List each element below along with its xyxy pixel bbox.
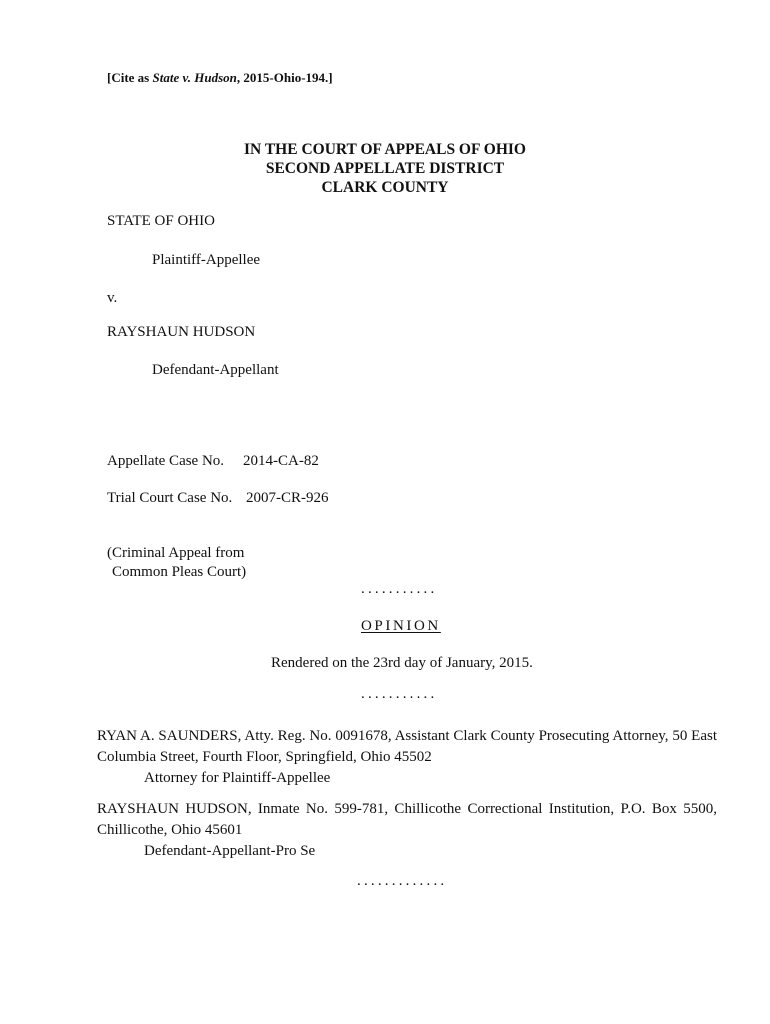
- separator-dots: .............: [357, 873, 448, 889]
- court-district: SECOND APPELLATE DISTRICT: [265, 160, 505, 177]
- counsel-defendant-role: Defendant-Appellant-Pro Se: [144, 843, 316, 859]
- versus: v.: [107, 290, 118, 306]
- counsel-defendant: [97, 799, 717, 862]
- plaintiff-role: Plaintiff-Appellee: [152, 252, 261, 268]
- appeal-from-line2: Common Pleas Court): [112, 564, 247, 580]
- opinion-heading: OPINION: [361, 618, 441, 634]
- counsel-plaintiff: [97, 726, 717, 789]
- citation-suffix: , 2015-Ohio-194.]: [236, 70, 333, 85]
- appeal-from-line1: (Criminal Appeal from: [107, 545, 245, 561]
- defendant-name: RAYSHAUN HUDSON: [107, 324, 256, 340]
- trial-case-number: 2007-CR-926: [246, 490, 329, 506]
- counsel-defendant-text: RAYSHAUN HUDSON, Inmate No. 599-781, Chillicothe Correctional Institution, P.O. Box 5500, Chillicothe, Ohio 45601: [97, 801, 717, 838]
- citation-case-name: State v. Hudson: [152, 70, 237, 85]
- plaintiff-name: STATE OF OHIO: [107, 213, 215, 229]
- defendant-role: Defendant-Appellant: [152, 362, 279, 378]
- separator-dots: ...........: [361, 581, 438, 597]
- counsel-plaintiff-role: Attorney for Plaintiff-Appellee: [144, 770, 331, 786]
- court-name: IN THE COURT OF APPEALS OF OHIO: [244, 141, 526, 158]
- appellate-case-number: 2014-CA-82: [243, 453, 319, 469]
- rendered-date: Rendered on the 23rd day of January, 2015.: [271, 655, 533, 671]
- separator-dots: ...........: [361, 686, 438, 702]
- trial-case-label: Trial Court Case No.: [107, 490, 233, 506]
- appellate-case-label: Appellate Case No.: [107, 453, 225, 469]
- citation-prefix: [Cite as: [107, 70, 153, 85]
- court-county: CLARK COUNTY: [321, 179, 449, 196]
- citation-header: [107, 70, 333, 86]
- counsel-plaintiff-text: RYAN A. SAUNDERS, Atty. Reg. No. 0091678, Assistant Clark County Prosecuting Attorney, 50 East Columbia Street, Fourth Floor, Springfield, Ohio 45502: [97, 728, 717, 765]
